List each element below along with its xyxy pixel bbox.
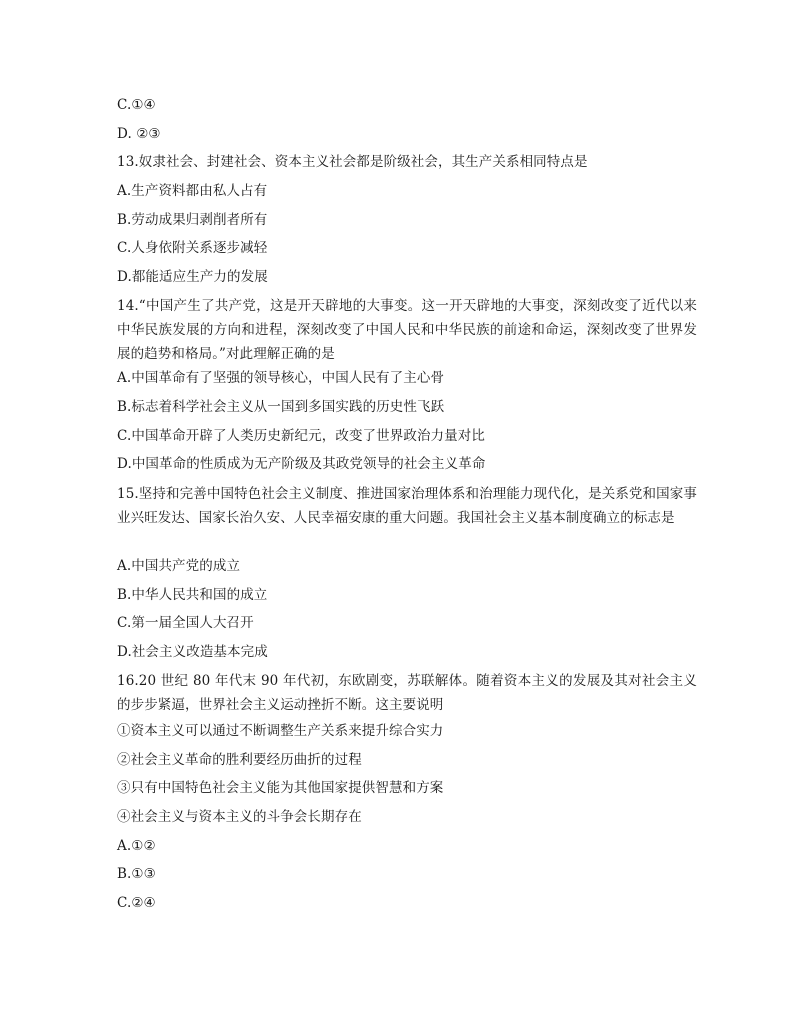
question-13-option-d: D.都能适应生产力的发展	[117, 269, 268, 285]
question-14-stem: 14.“中国产生了共产党，这是开天辟地的大事变。这一开天辟地的大事变，深刻改变了近代以来中华民族发展的方向和进程，深刻改变了中国人民和中华民族的前途和命运，深刻改变了世界发展的趋势和格局。”对此理解正确的是	[117, 298, 697, 362]
option-d-prev: D. ②③	[117, 126, 161, 142]
question-14-option-a: A.中国革命有了坚强的领导核心，中国人民有了主心骨	[117, 370, 445, 386]
question-16-statement-3: ③只有中国特色社会主义能为其他国家提供智慧和方案	[117, 780, 444, 796]
question-13-option-c: C.人身依附关系逐步减轻	[117, 240, 268, 256]
question-16-statement-1: ①资本主义可以通过不断调整生产关系来提升综合实力	[117, 723, 444, 739]
question-15-stem: 15.坚持和完善中国特色社会主义制度、推进国家治理体系和治理能力现代化，是关系党和国家事业兴旺发达、国家长治久安、人民幸福安康的重大问题。我国社会主义基本制度确立的标志是	[117, 486, 697, 526]
question-15-option-b: B.中华人民共和国的成立	[117, 587, 268, 603]
option-c-prev: C.①④	[117, 97, 156, 113]
question-13-stem: 13.奴隶社会、封建社会、资本主义社会都是阶级社会，其生产关系相同特点是	[117, 154, 588, 170]
question-16-statement-2: ②社会主义革命的胜利要经历曲折的过程	[117, 752, 362, 768]
question-15-option-a: A.中国共产党的成立	[117, 558, 241, 574]
question-14-option-b: B.标志着科学社会主义从一国到多国实践的历史性飞跃	[117, 399, 445, 415]
question-16-option-a: A.①②	[117, 838, 156, 854]
question-16-option-b: B.①③	[117, 866, 156, 882]
question-14-option-d: D.中国革命的性质成为无产阶级及其政党领导的社会主义革命	[117, 456, 486, 472]
question-15-option-c: C.第一届全国人大召开	[117, 615, 254, 631]
question-13-option-b: B.劳动成果归剥削者所有	[117, 212, 268, 228]
question-15-option-d: D.社会主义改造基本完成	[117, 644, 268, 660]
question-14-option-c: C.中国革命开辟了人类历史新纪元，改变了世界政治力量对比	[117, 428, 485, 444]
question-16-statement-4: ④社会主义与资本主义的斗争会长期存在	[117, 809, 362, 825]
question-16-option-c: C.②④	[117, 895, 156, 911]
question-16-stem: 16.20 世纪 80 年代末 90 年代初，东欧剧变，苏联解体。随着资本主义的发展及其对社会主义的步步紧逼，世界社会主义运动挫折不断。这主要说明	[117, 673, 697, 713]
question-13-option-a: A.生产资料都由私人占有	[117, 183, 268, 199]
